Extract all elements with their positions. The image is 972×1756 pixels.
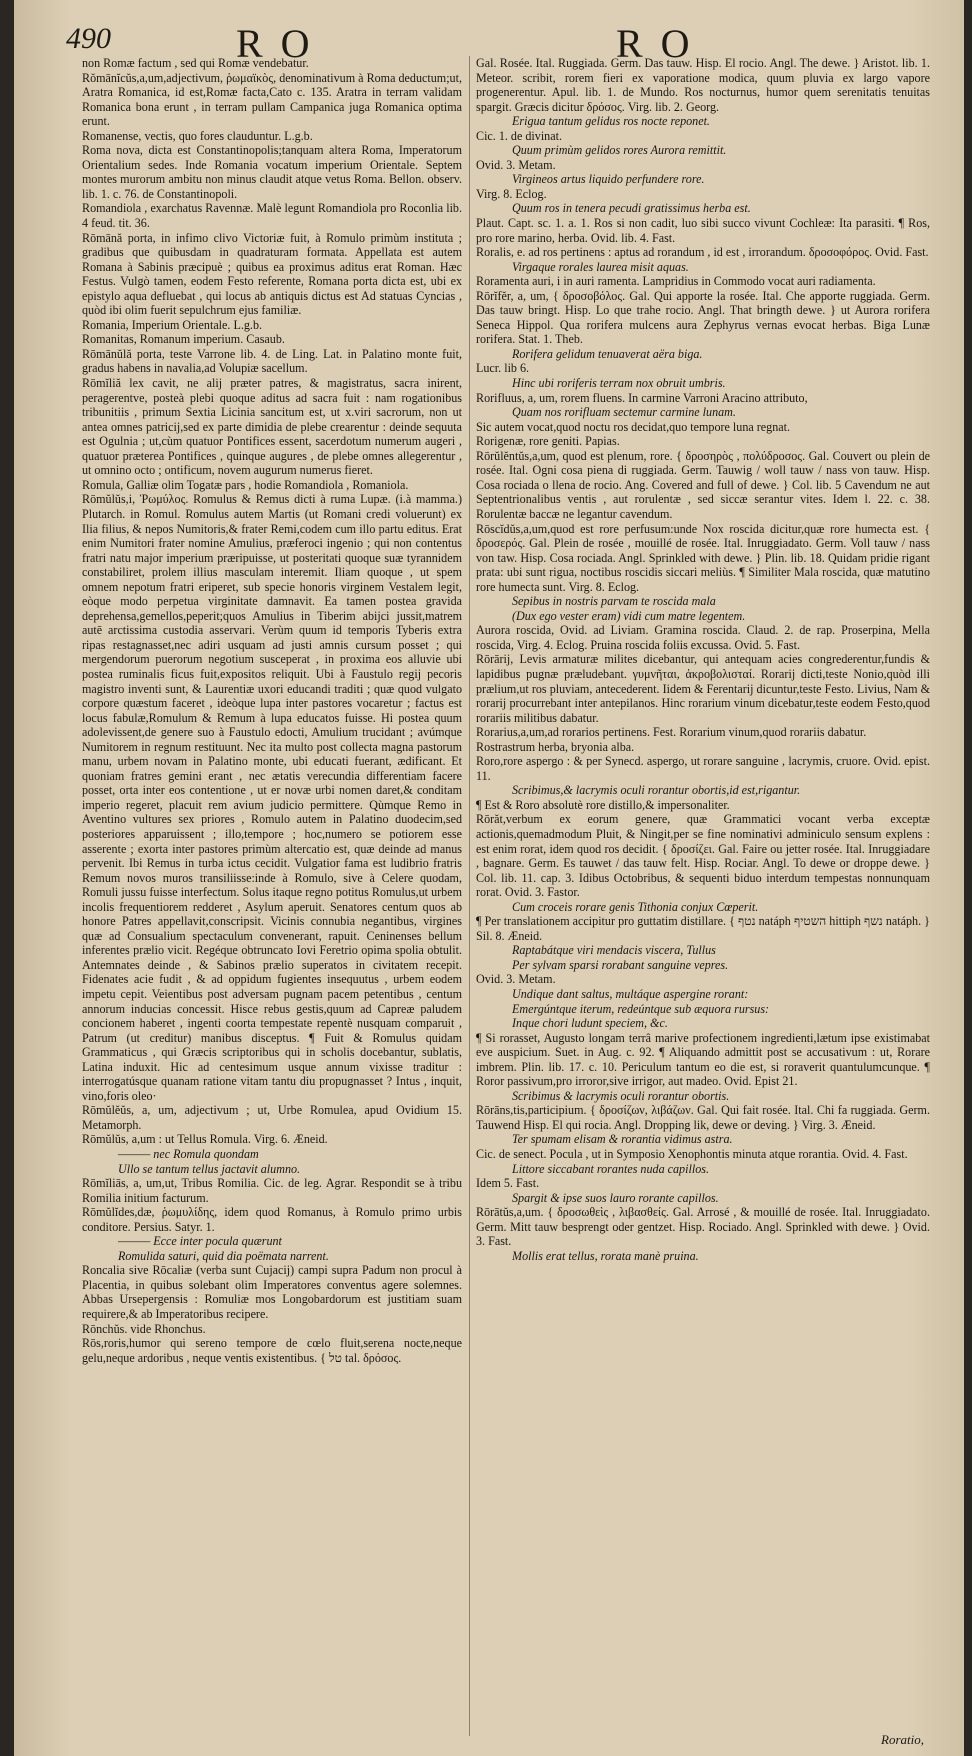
left-entry: Rōmānă porta, in infimo clivo Victoriæ fuit, à Romulo primùm instituta ; gradibus que quibusdam in quadraturam formata. Appellata est autem Romana à Sabinis præcipuè ; quibus ea proximus aditus erat Roman. Hæc Festus. Vulgò tamen, eodem Festo referente, Romana porta dicta est, ubi ex epistylo aqua defluebat , qui locus ab antiquis dictus est Ad statuas Cyncias , quòd ibi olim fuerit sepulchrum ejus familiæ. — [82, 230, 462, 318]
left-verse: Romulida saturi, quid dia poëmata narrent. — [118, 1248, 329, 1263]
right-verse: Sepibus in nostris parvam te roscida mala — [512, 594, 716, 609]
right-entry: Roro,rore aspergo : & per Synecd. aspergo, ut rorare sanguine , lacrymis, cruore. Ovid. epist. 11. — [476, 754, 930, 783]
right-entry: Rōrārij, Levis armaturæ milites dicebantur, qui antequam acies congrederentur,fundis & lapidibus pugnæ præludebant. γυμνῆται, ἀκροβολισταί. Rorarij dicti,teste Nonio,quòd illi prælium,ut ros pluviam, antecederent. Iidem & Ferentarij dicuntur,teste Festo. Livius, Nam & rorarij procurrebant inter antepilanos. Hinc rorarium vinum dicebatur,teste eodem Festo,quod rorariis militibus dabatur. — [476, 652, 930, 725]
right-verse: (Dux ego vester eram) vidi cum matre legentem. — [512, 608, 746, 623]
right-entry: ¶ Est & Roro absolutè rore distillo,& impersonaliter. — [476, 797, 730, 812]
left-entry: Rōmĭliă lex cavit, ne alij præter patres, & magistratus, sacra inirent, peragerentve, posteà plebi quoque aditus ad sacra fuit : nam rogationibus tribunitiis , primum Sextia Licinia sancitum est, ut x.viri sacrorum, non ut antea omnes patricij,sed ex parte dimidia de plebe crearentur : deinde sequuta est Ogulnia ; ut,cùm quatuor Pontifices essent, sacerdotum numerum augeri , quatuor præterea Pontifices , quinque augures , de plebe omnes allegerentur , ut omnino octo ; ontificum, novem augurum numerus fieret. — [82, 376, 462, 478]
right-verse: Cum croceis rorare genis Tithonia conjux Cœperit. — [512, 899, 759, 914]
right-verse: Virgaque rorales laurea misit aquas. — [512, 259, 689, 274]
right-verse: Emergúntque iterum, redeúntque sub æquora rursus: — [512, 1001, 770, 1016]
left-entry: Rōmŭlŭs, a,um : ut Tellus Romula. Virg. 6. Æneid. — [82, 1132, 328, 1147]
right-entry: ¶ Per translationem accipitur pro guttatim distillare. { נטף natáph השטיף hittiph נשף natáph. } Sil. 8. Æneid. — [476, 914, 930, 943]
right-verse: Erigua tantum gelidus ros nocte reponet. — [512, 114, 710, 129]
right-verse: Rorifera gelidum tenuaverat aëra biga. — [512, 346, 703, 361]
right-entry: Aurora roscida, Ovid. ad Liviam. Gramina roscida. Claud. 2. de rap. Proserpina, Mella roscida, Virg. 4. Eclog. Pruina roscida foliis excussa. Ovid. 5. Fast. — [476, 623, 930, 652]
right-running-head: RO — [616, 21, 708, 66]
right-verse: Per sylvam sparsi rorabant sanguine vepres. — [512, 957, 729, 972]
right-entry: Ovid. 3. Metam. — [476, 972, 556, 987]
left-entry: Romanense, vectis, quo fores clauduntur. L.g.b. — [82, 128, 313, 143]
right-verse: Mollis erat tellus, rorata manè pruina. — [512, 1248, 699, 1263]
right-entry: Rostrastrum herba, bryonia alba. — [476, 739, 635, 754]
right-entry: Idem 5. Fast. — [476, 1176, 540, 1191]
right-verse: Scribimus,& lacrymis oculi rorantur obortis,id est,rigantur. — [512, 783, 801, 798]
left-entry: Romandiola , exarchatus Ravennæ. Malè legunt Romandiola pro Roconlia lib. 4 feud. tit. 36. — [82, 201, 462, 231]
right-entry: Lucr. lib 6. — [476, 361, 530, 376]
left-verse: ——— nec Romula quondam — [118, 1147, 259, 1162]
left-entry: Romanitas, Romanum imperium. Casaub. — [82, 332, 285, 347]
right-verse: Raptabátque viri mendacis viscera, Tullus — [512, 943, 716, 958]
left-entry: Roma nova, dicta est Constantinopolis;tanquam altera Roma, Imperatorum Orientalium sedes. Inde Romania vocatum imperium Orientale. Septem montes murorum ambitu non minus claudit atque vetus Roma. Bellon. observ. lib. 1. c. 76. de Constantinopoli. — [82, 143, 462, 201]
right-entry: Gal. Rosée. Ital. Ruggiada. Germ. Das tauw. Hisp. El rocio. Angl. The dewe. } Aristot. lib. 1. Meteor. scribit, rorem fieri ex vaporatione modica, quum pluvia ex largo vapore progenerentur. Apul. lib. 1. de Mundo. Ros nocturnus, humor quem serenitatis tenuitas spargit. Græcis dicitur δρόσος. Virg. lib. 2. Georg. — [476, 56, 930, 114]
left-entry: Rōmānŭlă porta, teste Varrone lib. 4. de Ling. Lat. in Palatino monte fuit, gradus habens in navalia,ad Volupiæ sacellum. — [82, 346, 462, 376]
left-entry: Rōs,roris,humor qui sereno tempore de cœlo fluit,serena nocte,neque gelu,neque ardoribus , neque ventis existentibus. { טל tal. δρόσος. — [82, 1336, 462, 1365]
right-verse: Quum primùm gelidos rores Aurora remittit. — [512, 143, 727, 158]
right-entry: Roralis, e. ad ros pertinens : aptus ad rorandum , id est , irrorandum. δροσοφόρος. Ovid. Fast. — [476, 245, 929, 260]
right-verse: Virgineos artus liquido perfundere rore. — [512, 172, 705, 187]
right-entry: ¶ Si rorasset, Augusto longam terrâ marive profectionem ingredienti,lætum ipse existimabat eve auspicium. Suet. in Aug. c. 92. ¶ Aliquando admittit post se accusativum : ut, Rorare imbrem. Plin. lib. 17. c. 10. Periculum tantum eo die est, si roraverit quantulumcunque. ¶ Roror passivum,pro irroror,sive irrigor, aut madeo. Ovid. Epist 21. — [476, 1030, 930, 1089]
right-entry: Rōrāns,tis,participium. { δροσίζων, λιβάζων. Gal. Qui fait rosée. Ital. Chi fa ruggiada. Germ. Tauwend Hisp. El qui rocia. Angl. Dropping lik, dewe or deving. } Virg. 3. Æneid. — [476, 1103, 930, 1132]
right-entry: Cic. 1. de divinat. — [476, 128, 562, 143]
left-entry: Rŏmānĭcŭs,a,um,adjectivum, ῥωμαϊκὸς, denominativum à Roma deductum;ut, Aratra Romanica, id est,Romæ facta,Cato c. 135. Aratra in terram validam Romanica bona erunt , in terram pullam Campanica juga Romanica optima erunt. — [82, 70, 462, 129]
left-entry: Rōmŭlŭs,i, Ῥωμύλος. Romulus & Remus dicti à ruma Lupæ. (i.à mamma.) Plutarch. in Romul. Romulus autem Martis (ut Romani credi voluerunt) ex Ilia filius, & nepos Numitoris,& frater Remi,codem cum illo partu editus. Erat enim Numitori frater nomine Amulius, præferoci ingenio ; qui non contentus fratri natu major imperium præripuisse, ut posteritati quoque suæ tyrannidem constabiliret, prolem illius masculam interemit. Iliam quoque , ut spem omnem nepotum fratri eriperet, sub specie honoris virginem Vestalem legit, eòque modo perpetua virginitate damnavit. Ea tamen postea gravida deprehensa,gemellos,peperit;quos Amulius in Tiberim abijci jussit,matrem autē arctissima custodia asservari. Verùm quum id temporis Tyberis extra ripas restagnasset,nec adiri usquam ad justi amnis cursum posset ; qui mergendorum puerorum negotium susceperat , in proxima eos alluvie ubi postea ruminalis ficus fuit,expositos reliquit. Ubi à Faustulo regij pecoris magistro inventi sunt, & Laurentiæ uxori educandi traditi ; quæ quod vulgato corpore quæstum faceret , ideòque lupa inter pastores vocaretur ; factus est locus fabulæ,Romulum & Remum à lupa educatos fuisse. Hi postea quum adolevissent,de genere suo à Faustulo edocti, Amulium trucidant ; avúmque Numitorem in regnum restituunt. Nec ita multo post collecta magna pastorum manu, urbem novam in Palatino monte, ubi educati fuerant, ædificant. Et quoniam fratres gemini erant , nec ætatis verecundia differentiam facere posset, orta inter eos contentione , ut er novæ urbi nomen daret,& conditam imperio regeret, placuit rem avium judicio permittere. Qùmque Remo in Aventino vultures sex priores , Romulo autem in Palatino duodecim,sed posteriores apparuissent ; illo,tempore ; hoc,numero se potiorem esse asserente ; exorta inter pastores primùm altercatio est, quæ deinde ad manus pervenit. Ibi Remus in turba ictus cecidit. Vulgatior fama est ludibrio fratris Remum novos muros transiliisse:inde à Romulo, sive à Celere quodam, Romuli jussu fuisse interfectum. Solus itaque regno potitus Romulus,ut urbem incolis frequentiorem redderet , Asylum aperuit. Senatores centum quos ab honore Patres appellavit,conscripsit. Vicinis connubia negantibus, virgines quæ ad Consualium spectaculum convenerant, rapuit. Ceninenses bellum inferentes prælio vicit. Regéque obtruncato Iovi Feretrio opima spolia obtulit. Antemnates deinde , & Sabinos prælio superatos in civitatem recepit. Fidenates acie fudit , & ad oppidum fugientes insequutus , urbem eodem impetu cepit. Veientibus post adversam pugnam pacem petentibus , centum annorum inducias concessit. Hisce rebus gestis,quum ad Capreæ paludem concionem haberet , ingenti coorta tempestate repentè nusquam comparuit , Patrum (ut creditur) manibus disceptus. ¶ Fuit & Romulus quidam Grammaticus , qui Græcis scriptoribus qui in scholis docebantur, sublatis, Latina induxit. Hic ad centesimum usque annum vixisse traditur : interrogatúsque quanam ratione vitam tantu diu propugnasset ? Intus , inquit, vino,foris oleo· — [82, 492, 462, 1103]
dictionary-page — [14, 0, 964, 1756]
catchword: Roratio, — [881, 1732, 924, 1747]
left-entry: Rōmĭliās, a, um,ut, Tribus Romilia. Cic. de leg. Agrar. Respondit se à tribu Romilia initium facturum. — [82, 1176, 462, 1205]
right-entry: Rōrĭfĕr, a, um, { δροσοβόλος. Gal. Qui apporte la rosée. Ital. Che apporte ruggiada. Germ. Das tauw bringt. Hisp. Lo que trahe rocio. Angl. That bringth dewe. } ut Aurora rorifera Seneca Hippol. Qua rorifera mulcens aura Zephyrus vernas evocat herbas. Biga Lunæ rorifera. Stat. 1. Theb. — [476, 288, 930, 347]
right-entry: Rorigenæ, rore geniti. Papias. — [476, 434, 620, 449]
right-verse: Undique dant saltus, multáque aspergine rorant: — [512, 987, 749, 1001]
left-entry: Rōnchŭs. vide Rhonchus. — [82, 1321, 206, 1336]
left-running-head: RO — [236, 21, 328, 66]
right-entry: Plaut. Capt. sc. 1. a. 1. Ros si non cadit, luo sibi succo vivunt Cochleæ: Ita parasiti. ¶ Ros, pro rore marino, herba. Ovid. lib. 4. Fast. — [476, 216, 930, 245]
right-entry: Rorarius,a,um,ad rorarios pertinens. Fest. Rorarium vinum,quod rorariis dabatur. — [476, 725, 867, 740]
left-entry: Rōmŭlĕŭs, a, um, adjectivum ; ut, Urbe Romulea, apud Ovidium 15. Metamorph. — [82, 1103, 462, 1132]
right-entry: Rōscĭdŭs,a,um,quod est rore perfusum:unde Nox roscida dicitur,quæ rore humecta est. { δροσερός. Gal. Plein de rosée , mouillé de rosée. Ital. Inruggiadato. Germ. Voll tauw / nass von taw. Hisp. Cosa rociada. Angl. Sprinkled with dewe. } Plin. lib. 18. Quidam pridie rigant prata: ubi sunt rigua, noctibus roscidis siccari meliùs. ¶ Similiter Mala roscida, quæ matutino rore humecta sunt. Virg. 8. Eclog. — [476, 521, 930, 594]
right-verse: Hinc ubi roriferis terram nox obruit umbris. — [512, 376, 726, 391]
left-entry: Romania, Imperium Orientale. L.g.b. — [82, 317, 263, 332]
right-entry: Rōrātŭs,a,um. { δροσωθεὶς , λιβασθείς. Gal. Arrosé , & mouillé de rosée. Ital. Inruggiadato. Germ. Mitt tauw besprengt oder gentzet. Hisp. Rociado. Angl. Sprinkled with dewe. } Ovid. 3. Fast. — [476, 1205, 930, 1249]
right-entry: Virg. 8. Eclog. — [476, 186, 547, 201]
left-verse: Ullo se tantum tellus jactavit alumno. — [118, 1161, 301, 1176]
right-entry: Rorifluus, a, um, rorem fluens. In carmine Varroni Aracino attributo, — [476, 390, 808, 405]
left-column — [82, 56, 462, 1746]
right-verse: Quam nos rorifluam sectemur carmine lunam. — [512, 405, 736, 420]
right-entry: Ovid. 3. Metam. — [476, 157, 556, 172]
left-entry: Roncalia sive Rōcaliæ (verba sunt Cujacij) campi supra Padum non procul à Placentia, in quibus solebant olim Imperatores conventus agere solemnes. Abbas Ursepergensis : Romuliæ mos Longobardorum est justitiam suam requirere,& ab Imperatoribus recipere. — [82, 1263, 462, 1322]
page-number: 490 — [66, 22, 111, 55]
left-entry: Romula, Galliæ olim Togatæ pars , hodie Romandiola , Romaniola. — [82, 477, 409, 492]
left-verse: ——— Ecce inter pocula quærunt — [118, 1234, 282, 1249]
right-verse: Inque chori ludunt speciem, &c. — [512, 1016, 668, 1031]
right-verse: Spargit & ipse suos lauro rorante capillos. — [512, 1190, 719, 1205]
column-divider — [469, 56, 470, 1736]
right-verse: Littore siccabant rorantes nuda capillos. — [512, 1161, 709, 1176]
right-entry: Cic. de senect. Pocula , ut in Symposio Xenophontis minuta atque rorantia. Ovid. 4. Fast. — [476, 1147, 908, 1162]
right-column — [476, 56, 930, 1746]
right-verse: Quum ros in tenera pecudi gratissimus herba est. — [512, 201, 751, 216]
right-entry: Sic autem vocat,quod noctu ros decidat,quo tempore luna regnat. — [476, 419, 791, 434]
right-entry: Rōrŭlĕntŭs,a,um, quod est plenum, rore. { δροσηρὸς , πολύδροσος. Gal. Couvert ou plein de rosée. Ital. Ogni cosa piena di ruggiada. Germ. Tauwig / woll tauw / nass von tauw. Hisp. Cosa rociada o llena de rocio. Ang. Covered and full of dewe. } Col. lib. 5 Cavendum ne aut Septentrionalibus ventis , aut rorulentæ , sed siccæ serantur vites. Idem l. 22. c. 38. Rorulentæ baccæ ne legantur cavendum. — [476, 448, 930, 521]
left-entry: non Romæ factum , sed qui Romæ vendebatur. — [82, 56, 309, 70]
right-verse: Scribimus & lacrymis oculi rorantur obortis. — [512, 1088, 730, 1103]
right-entry: Roramenta auri, i in auri ramenta. Lampridius in Commodo vocat auri radiamenta. — [476, 274, 876, 289]
left-entry: Rōmŭlĭdes,dæ, ῥωμυλίδης, idem quod Romanus, à Romulo primo urbis conditore. Persius. Satyr. 1. — [82, 1205, 462, 1234]
right-entry: Rōrăt,verbum ex eorum genere, quæ Grammatici vocant verba exceptæ actionis,quemadmodum Pluit, & Ningit,per se fine nominativi adminiculo sensum explens : est enim rorat, idem quod ros decidit. { δροσίζει. Gal. Faire ou jetter rosée. Ital. Inruggiadare , bagnare. Germ. Es tauwet / das tauw felt. Hisp. Rociar. Angl. To dewe or droppe dewe. } Col. lib. 11. cap. 3. Idibus Octobribus, & sequenti biduo interdum tempestas nonnunquam rorat. Ovid. 3. Fastor. — [476, 812, 930, 900]
right-verse: Ter spumam elisam & rorantia vidimus astra. — [512, 1132, 733, 1147]
